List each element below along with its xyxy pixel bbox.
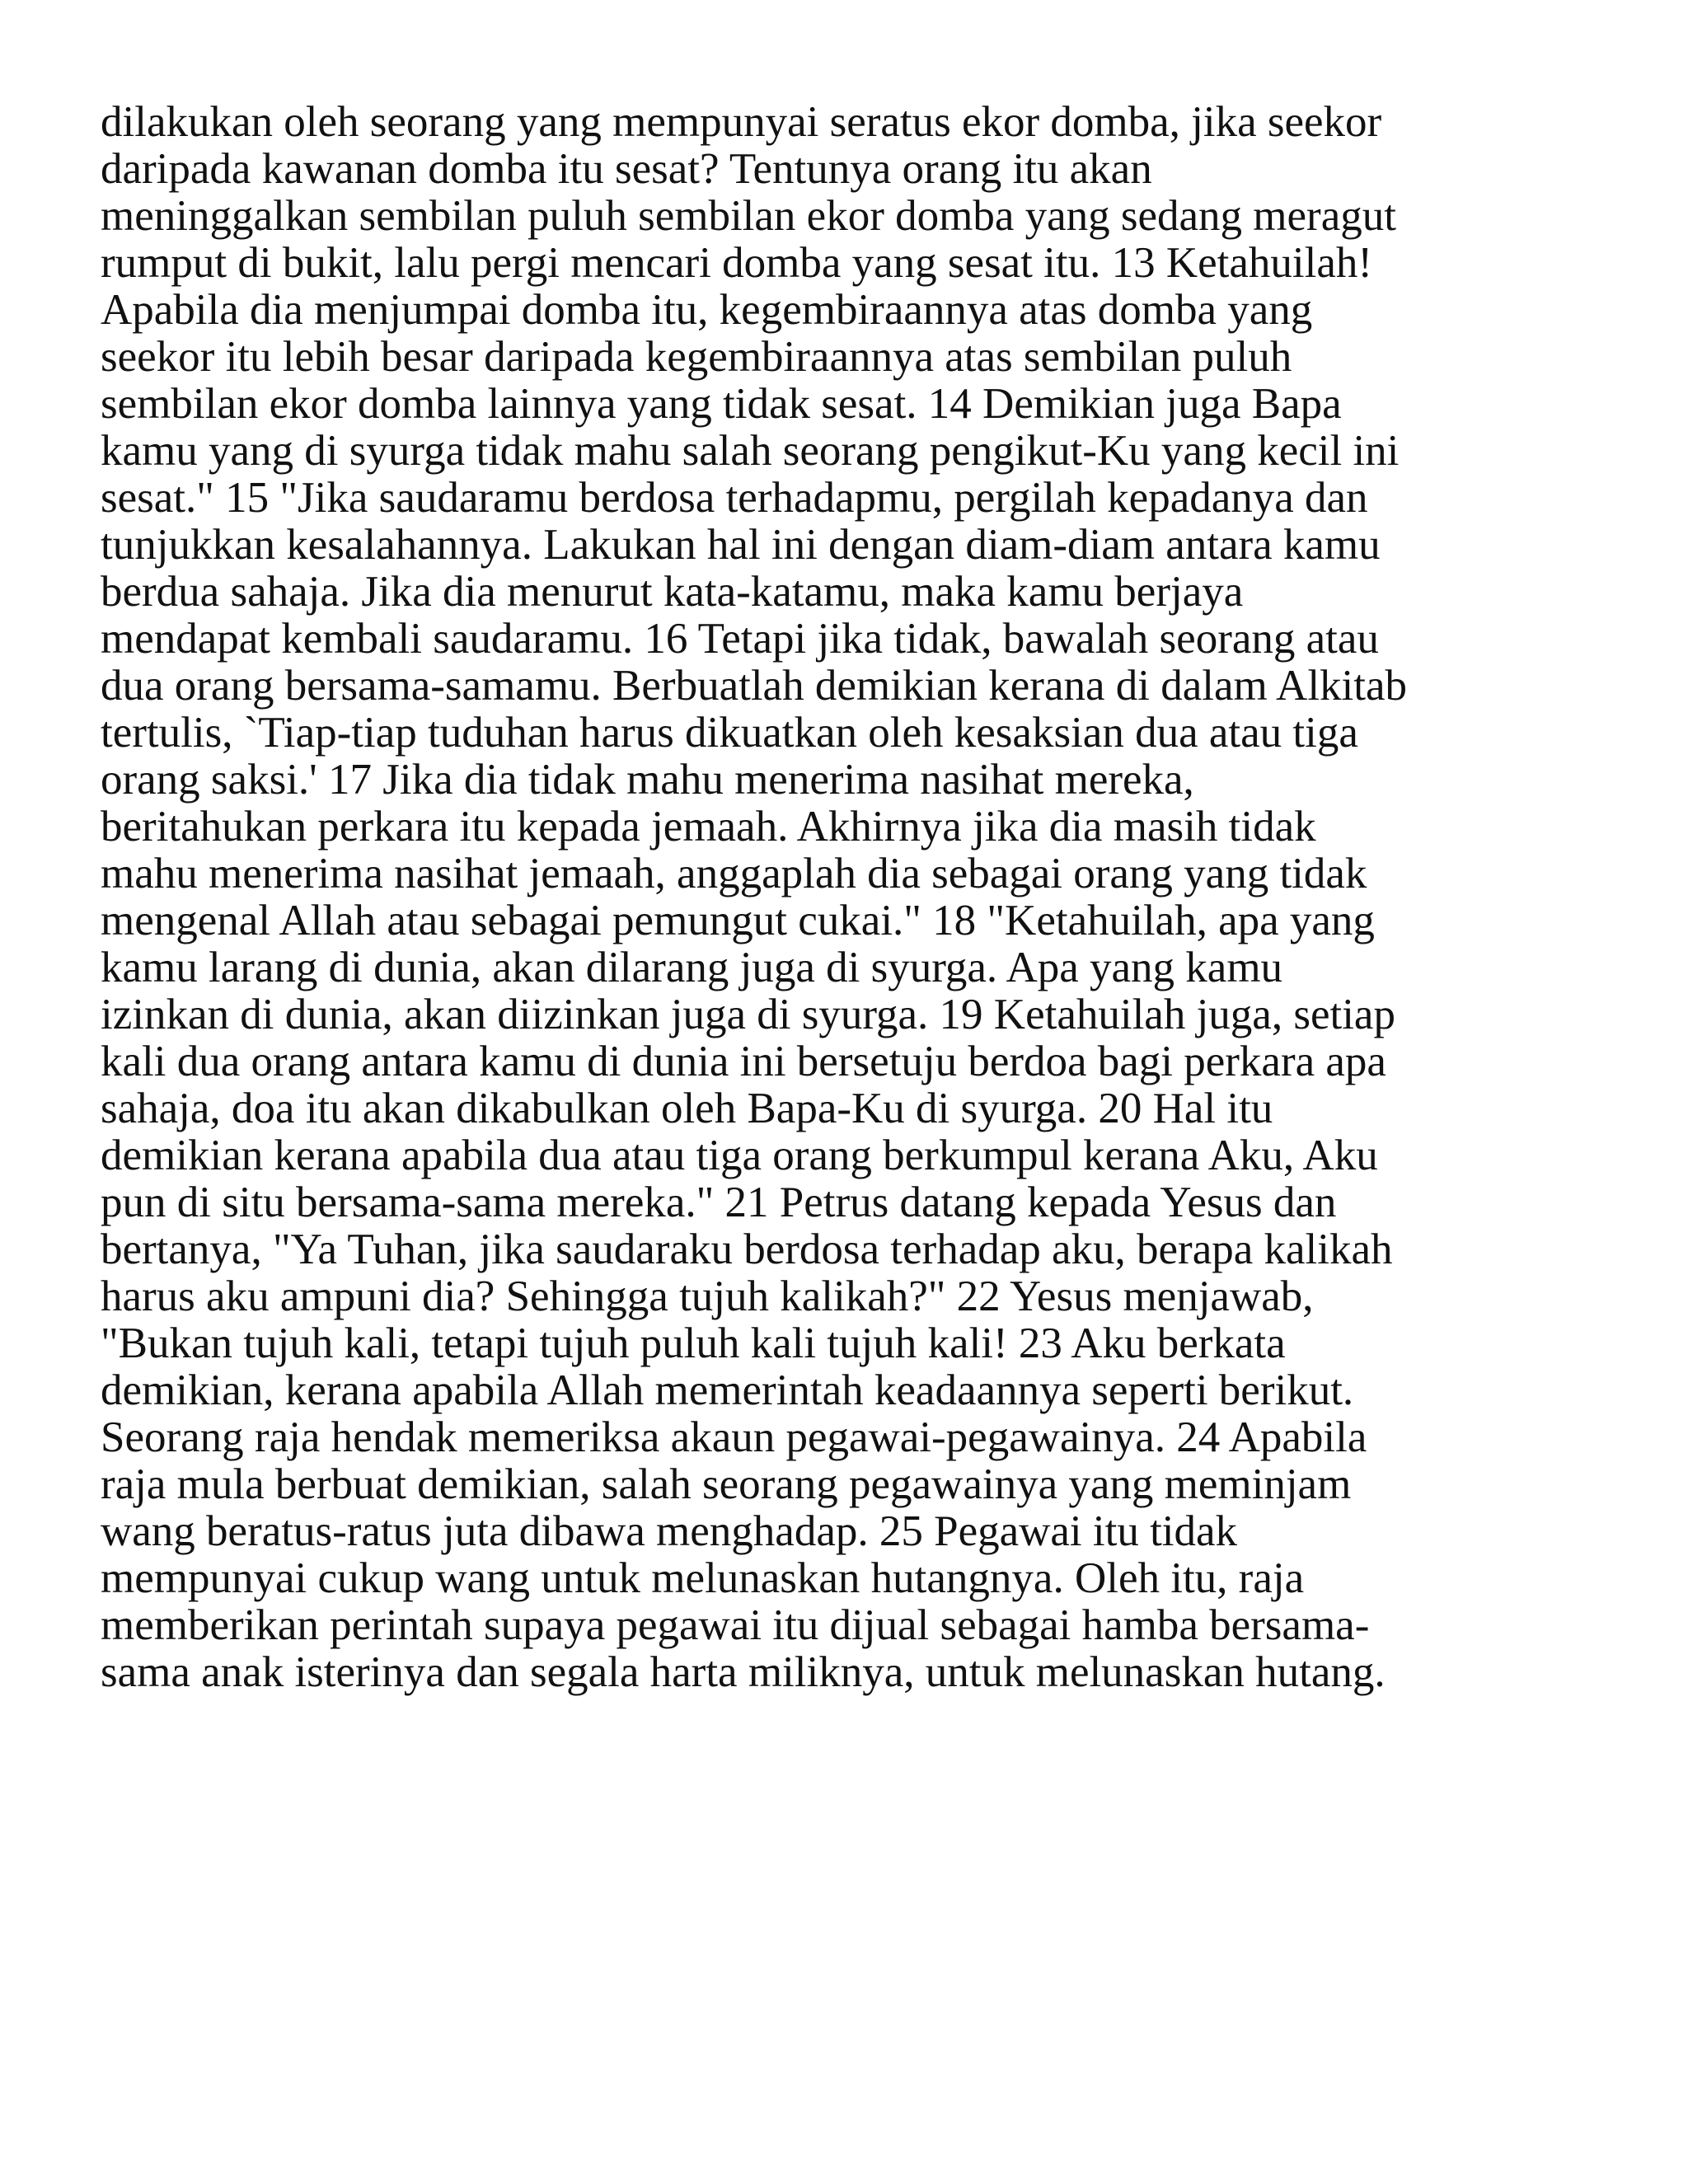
text-line: demikian, kerana apabila Allah memerintah keadaannya seperti berikut. bbox=[101, 1366, 1354, 1414]
text-line: mengenal Allah atau sebagai pemungut cukai." 18 "Ketahuilah, apa yang bbox=[101, 897, 1375, 944]
text-line: berdua sahaja. Jika dia menurut kata-katamu, maka kamu berjaya bbox=[101, 568, 1244, 616]
text-line: sesat." 15 "Jika saudaramu berdosa terhadapmu, pergilah kepadanya dan bbox=[101, 474, 1368, 522]
text-line: mendapat kembali saudaramu. 16 Tetapi jika tidak, bawalah seorang atau bbox=[101, 615, 1379, 663]
text-line: rumput di bukit, lalu pergi mencari domba yang sesat itu. 13 Ketahuilah! bbox=[101, 239, 1373, 287]
text-line: Seorang raja hendak memeriksa akaun pegawai-pegawainya. 24 Apabila bbox=[101, 1413, 1367, 1461]
body-text bbox=[101, 99, 1650, 1696]
text-line: bertanya, "Ya Tuhan, jika saudaraku berdosa terhadap aku, berapa kalikah bbox=[101, 1226, 1393, 1273]
text-line: "Bukan tujuh kali, tetapi tujuh puluh kali tujuh kali! 23 Aku berkata bbox=[101, 1319, 1286, 1367]
text-line: tertulis, `Tiap-tiap tuduhan harus dikuatkan oleh kesaksian dua atau tiga bbox=[101, 709, 1358, 757]
text-line: dilakukan oleh seorang yang mempunyai seratus ekor domba, jika seekor bbox=[101, 98, 1382, 146]
text-line: dua orang bersama-samamu. Berbuatlah demikian kerana di dalam Alkitab bbox=[101, 662, 1408, 710]
text-line: meninggalkan sembilan puluh sembilan ekor domba yang sedang meragut bbox=[101, 192, 1396, 240]
text-line: mahu menerima nasihat jemaah, anggaplah dia sebagai orang yang tidak bbox=[101, 850, 1367, 898]
text-line: sembilan ekor domba lainnya yang tidak sesat. 14 Demikian juga Bapa bbox=[101, 380, 1342, 428]
text-line: harus aku ampuni dia? Sehingga tujuh kalikah?" 22 Yesus menjawab, bbox=[101, 1272, 1314, 1320]
text-line: daripada kawanan domba itu sesat? Tentunya orang itu akan bbox=[101, 145, 1152, 193]
text-line: pun di situ bersama-sama mereka." 21 Petrus datang kepada Yesus dan bbox=[101, 1179, 1337, 1226]
text-line: demikian kerana apabila dua atau tiga orang berkumpul kerana Aku, Aku bbox=[101, 1132, 1378, 1179]
text-line: sama anak isterinya dan segala harta miliknya, untuk melunaskan hutang. bbox=[101, 1648, 1386, 1696]
text-line: kamu yang di syurga tidak mahu salah seorang pengikut-Ku yang kecil ini bbox=[101, 427, 1400, 475]
text-line: memberikan perintah supaya pegawai itu dijual sebagai hamba bersama- bbox=[101, 1601, 1370, 1649]
text-line: kamu larang di dunia, akan dilarang juga di syurga. Apa yang kamu bbox=[101, 944, 1283, 991]
text-line: orang saksi.' 17 Jika dia tidak mahu menerima nasihat mereka, bbox=[101, 756, 1194, 804]
text-line: sahaja, doa itu akan dikabulkan oleh Bapa-Ku di syurga. 20 Hal itu bbox=[101, 1085, 1273, 1132]
text-line: Apabila dia menjumpai domba itu, kegembiraannya atas domba yang bbox=[101, 286, 1313, 334]
text-line: mempunyai cukup wang untuk melunaskan hutangnya. Oleh itu, raja bbox=[101, 1554, 1305, 1602]
text-line: raja mula berbuat demikian, salah seorang pegawainya yang meminjam bbox=[101, 1460, 1352, 1508]
text-line: kali dua orang antara kamu di dunia ini bersetuju berdoa bagi perkara apa bbox=[101, 1038, 1386, 1085]
text-line: beritahukan perkara itu kepada jemaah. Akhirnya jika dia masih tidak bbox=[101, 803, 1316, 851]
text-line: wang beratus-ratus juta dibawa menghadap. 25 Pegawai itu tidak bbox=[101, 1507, 1238, 1555]
text-line: seekor itu lebih besar daripada kegembiraannya atas sembilan puluh bbox=[101, 333, 1292, 381]
text-line: izinkan di dunia, akan diizinkan juga di syurga. 19 Ketahuilah juga, setiap bbox=[101, 991, 1395, 1038]
text-line: tunjukkan kesalahannya. Lakukan hal ini dengan diam-diam antara kamu bbox=[101, 521, 1381, 569]
